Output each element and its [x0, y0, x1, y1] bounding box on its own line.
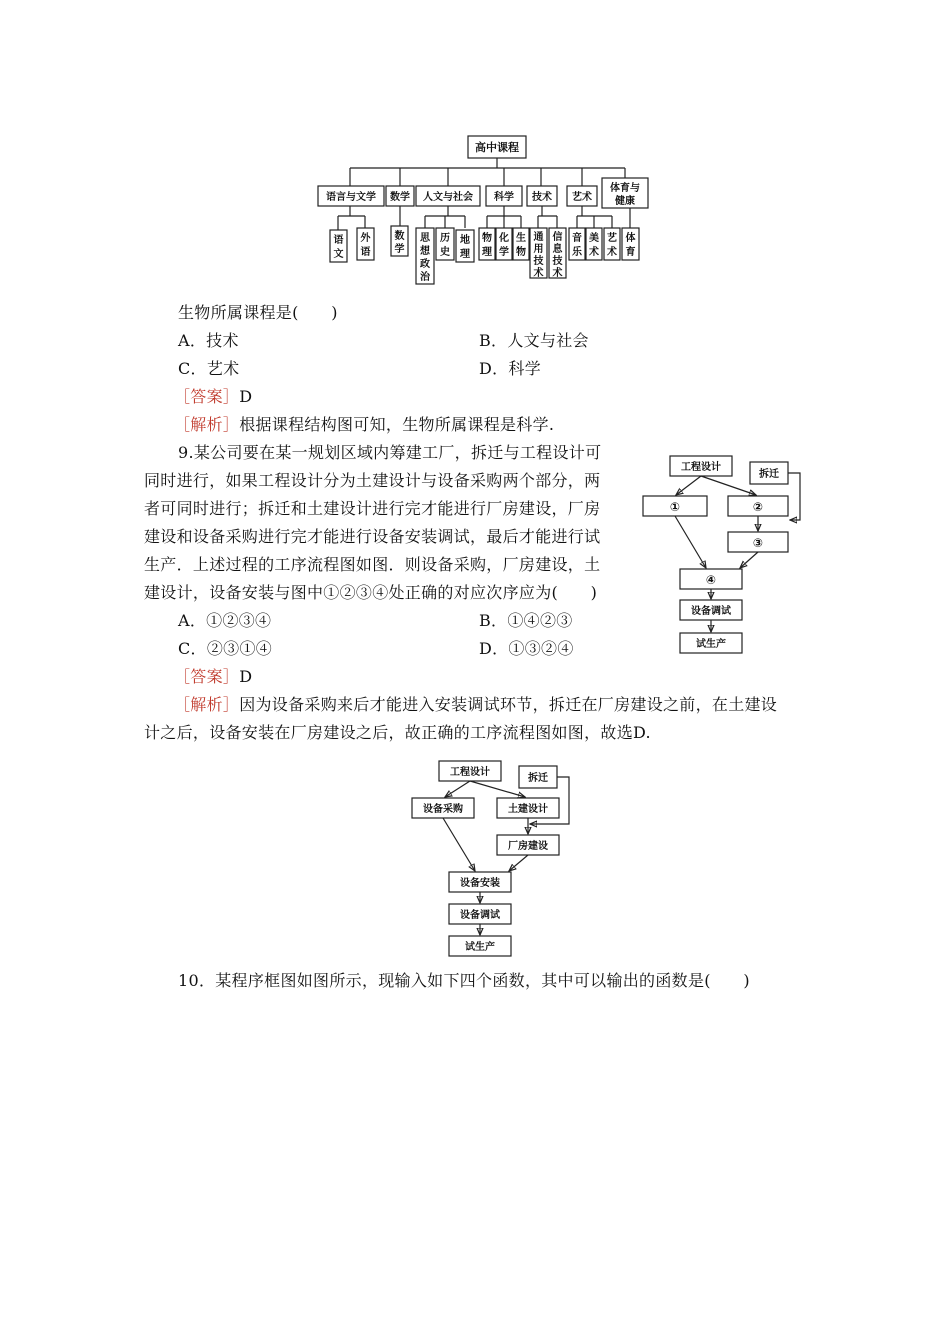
node-group-pe-label-2: 健康 [615, 196, 635, 207]
node-group-science-label: 科学 [494, 192, 514, 203]
q9-option-d: D．①③②④ [479, 639, 574, 658]
d2-shisheng-label: 试生产 [696, 639, 726, 650]
leaf-xinxi-c1: 信 [552, 232, 563, 243]
q9-line-1: 9.某公司要在某一规划区域内筹建工厂，拆迁与工程设计可 [178, 443, 602, 462]
leaf-shengwu-c1: 生 [516, 233, 526, 244]
leaf-meishu-c1: 美 [589, 233, 599, 244]
d3-tiaoshi-label: 设备调试 [460, 910, 500, 921]
q9-answer-flowchart [405, 758, 575, 960]
node-group-humanities-label: 人文与社会 [423, 192, 473, 203]
leaf-meishu-c2: 术 [589, 247, 599, 258]
d2-n1-label: ① [669, 500, 681, 514]
leaf-sixiang-c1: 思 [420, 233, 430, 244]
q9-option-b: B．①④②③ [479, 611, 573, 630]
leaf-shuxue-c1: 数 [394, 231, 405, 242]
d3-caigou-label: 设备采购 [423, 804, 463, 815]
leaf-xinxi-c3: 技 [552, 256, 563, 267]
d2-gongcheng-label: 工程设计 [681, 462, 721, 473]
q10-stem: 10．某程序框图如图所示，现输入如下四个函数，其中可以输出的函数是( ) [178, 971, 750, 990]
leaf-dili-c1: 地 [460, 235, 470, 246]
leaf-wuli-c1: 物 [482, 233, 492, 244]
q9-line-6: 建设计，设备安装与图中①②③④处正确的对应次序应为( ) [144, 583, 598, 602]
leaf-waiyu-c2: 语 [360, 247, 371, 258]
leaf-waiyu-c1: 外 [360, 233, 371, 244]
q8-option-c: C．艺术 [178, 359, 240, 378]
q9-line-2: 同时进行，如果工程设计分为土建设计与设备采购两个部分，两 [144, 471, 601, 490]
leaf-sixiang-c4: 治 [420, 272, 430, 283]
q8-answer: D [239, 387, 253, 406]
leaf-huaxue-c2: 学 [499, 247, 509, 258]
leaf-huaxue-c1: 化 [499, 233, 509, 244]
q8-analysis-row [174, 415, 554, 435]
d3-shisheng-label: 试生产 [465, 942, 495, 953]
q9-line-5: 生产．上述过程的工序流程图如图．则设备采购，厂房建设，土 [144, 555, 601, 574]
leaf-yinyue-c2: 乐 [572, 247, 582, 258]
node-group-pe-label-1: 体育与 [610, 183, 640, 194]
leaf-tongyong-c1: 通 [533, 232, 544, 243]
course-structure-diagram [310, 132, 655, 288]
node-group-art-label: 艺术 [572, 192, 592, 203]
leaf-lishi-c2: 史 [440, 247, 450, 258]
node-root-label: 高中课程 [475, 141, 519, 154]
q8-answer-tag: ［答案］ [174, 387, 240, 406]
leaf-xinxi-c2: 息 [552, 244, 563, 255]
q9-analysis-2: 计之后，设备安装在厂房建设之后，故正确的工序流程图如图，故选D. [144, 723, 651, 742]
leaf-yinyue-c1: 音 [572, 233, 582, 244]
leaf-tongyong-c3: 技 [533, 256, 544, 267]
leaf-xinxi-c4: 术 [552, 268, 563, 279]
q8-answer-row [174, 387, 252, 407]
q8-stem: 生物所属课程是( ) [178, 303, 338, 322]
q8-option-a: A．技术 [178, 331, 239, 350]
q9-analysis-1: 因为设备采购来后才能进入安装调试环节，拆迁在厂房建设之前，在土建设 [239, 695, 778, 714]
q9-option-a: A．①②③④ [178, 611, 272, 630]
leaf-wuli-c2: 理 [482, 247, 492, 258]
d3-tujian-label: 土建设计 [508, 804, 548, 815]
q9-answer-tag: ［答案］ [174, 667, 240, 686]
q9-option-c: C．②③①④ [178, 639, 273, 658]
node-group-language-label: 语言与文学 [326, 192, 376, 203]
q8-option-b: B．人文与社会 [479, 331, 589, 350]
q9-answer-row [174, 667, 252, 687]
q8-option-d: D．科学 [479, 359, 542, 378]
leaf-lishi-c1: 历 [440, 233, 450, 244]
d2-n3-label: ③ [752, 536, 764, 550]
q8-analysis: 根据课程结构图可知，生物所属课程是科学. [239, 415, 555, 434]
leaf-sixiang-c3: 政 [420, 259, 430, 270]
leaf-shuxue-c2: 学 [394, 244, 405, 255]
q9-numbered-flowchart [640, 452, 815, 658]
leaf-yuwen-c2: 文 [333, 249, 344, 260]
q9-line-3: 者可同时进行；拆迁和土建设计进行完才能进行厂房建设，厂房 [144, 499, 601, 518]
q9-line-4: 建设和设备采购进行完才能进行设备安装调试，最后才能进行试 [144, 527, 601, 546]
leaf-dili-c2: 理 [460, 249, 470, 260]
leaf-tongyong-c4: 术 [533, 268, 544, 279]
d2-n2-label: ② [752, 500, 764, 514]
d3-gongcheng-label: 工程设计 [450, 767, 490, 778]
d2-n4-label: ④ [705, 573, 717, 587]
leaf-yishu-c2: 术 [607, 247, 617, 258]
q9-analysis-row [174, 695, 777, 715]
d3-chaiqian-label: 拆迁 [528, 773, 548, 784]
node-group-math-label: 数学 [390, 192, 410, 203]
leaf-shengwu-c2: 物 [516, 247, 526, 258]
leaf-tiyu-c2: 育 [625, 247, 636, 258]
q8-analysis-tag: ［解析］ [174, 415, 240, 434]
d3-changfang-label: 厂房建设 [508, 841, 548, 852]
d3-anzhuang-label: 设备安装 [460, 878, 500, 889]
leaf-tiyu-c1: 体 [625, 233, 636, 244]
node-group-tech-label: 技术 [532, 192, 552, 203]
q9-analysis-tag: ［解析］ [174, 695, 240, 714]
d2-chaiqian-label: 拆迁 [759, 469, 779, 480]
leaf-yishu-c1: 艺 [607, 233, 617, 244]
q9-answer: D [239, 667, 253, 686]
leaf-yuwen-c1: 语 [333, 235, 344, 246]
leaf-sixiang-c2: 想 [420, 246, 430, 257]
leaf-tongyong-c2: 用 [533, 244, 544, 255]
d2-tiaoshi-label: 设备调试 [691, 606, 731, 617]
